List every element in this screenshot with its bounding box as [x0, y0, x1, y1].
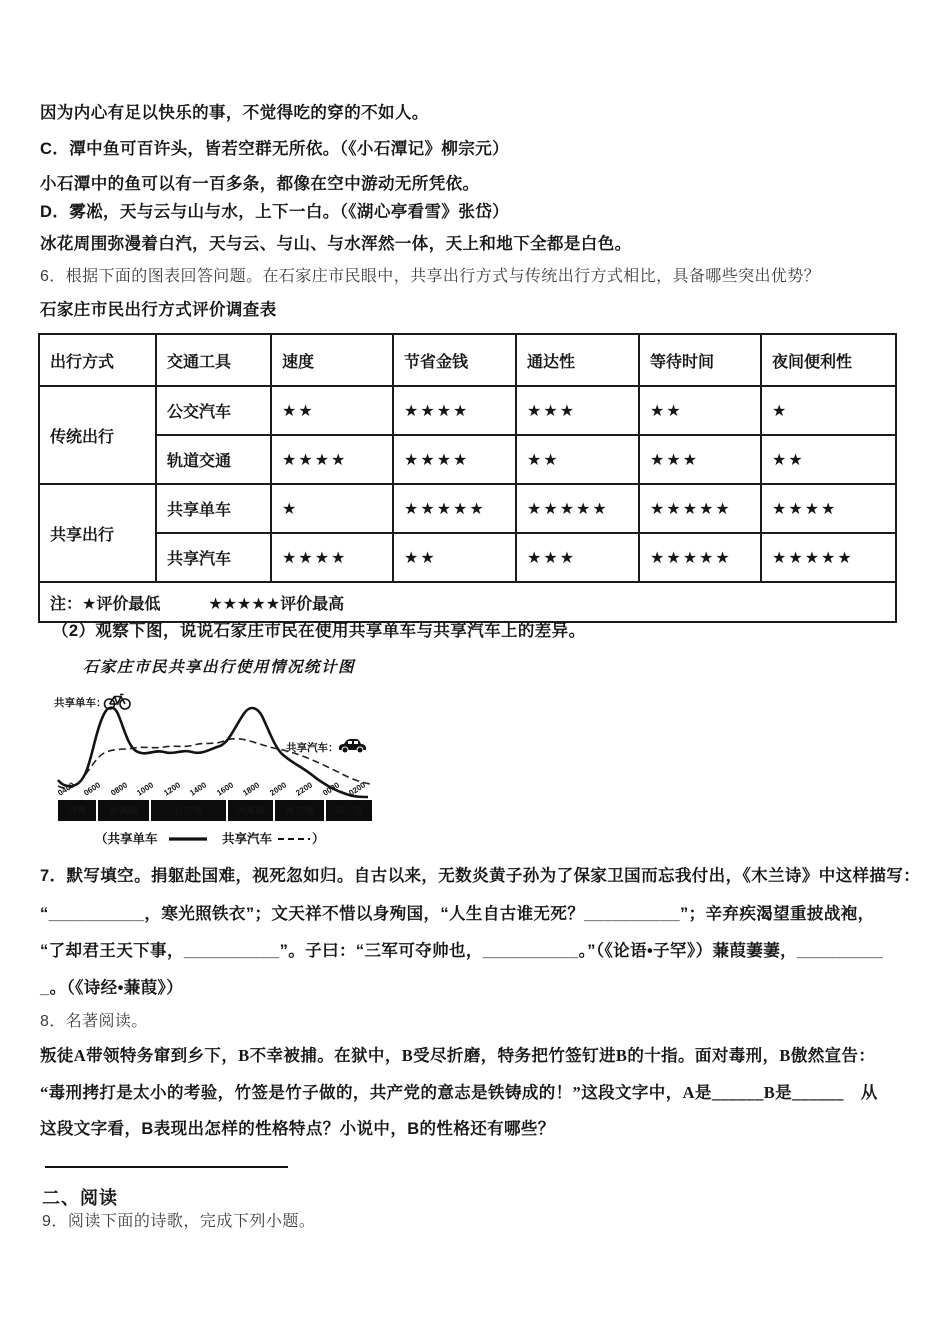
- x-tick: 0000: [321, 780, 342, 798]
- col-header-access: 通达性: [516, 334, 639, 386]
- rating-cell: ★★★★★: [639, 533, 761, 582]
- tool-cell: 共享汽车: [156, 533, 271, 582]
- rating-cell: ★★★★★: [639, 484, 761, 533]
- usage-chart: [52, 650, 392, 862]
- legend-car-label: 共享汽车: [222, 832, 273, 846]
- chart-title: 石家庄市民共享出行使用情况统计图: [83, 659, 356, 676]
- rating-cell: ★★: [271, 386, 393, 435]
- rating-cell: ★★★: [516, 386, 639, 435]
- col-header-night: 夜间便利性: [761, 334, 896, 386]
- rating-cell: ★★: [393, 533, 516, 582]
- group-cell-shared: 共享出行: [39, 484, 156, 582]
- question6-sub2: （2）观察下图，说说石家庄市民在使用共享单车与共享汽车上的差异。: [52, 622, 586, 640]
- question8-line2: “毒刑拷打是太小的考验，竹签是竹子做的，共产党的意志是铁铸成的！”这段文字中，A是______B是______ 从: [40, 1083, 878, 1102]
- rating-cell: ★★★: [516, 533, 639, 582]
- question7-line2: “__________，寒光照铁衣”；文天祥不惜以身殉国，“人生自古谁无死？__________”；辛弃疾渴望重披战袍，: [40, 905, 875, 923]
- period-label: 早高峰: [109, 806, 138, 817]
- table-note-row: [39, 582, 896, 622]
- table-row-shared-bike: [39, 484, 896, 533]
- car-series-label: 共享汽车：: [286, 742, 339, 754]
- col-header-wait: 等待时间: [639, 334, 761, 386]
- bike-series-label: 共享单车：: [54, 697, 107, 709]
- x-tick: 0800: [109, 780, 130, 798]
- text-line-translation-b: 因为内心有足以快乐的事，不觉得吃的穿的不如人。: [40, 104, 429, 122]
- period-label: 深 夜: [334, 806, 364, 817]
- rating-cell: ★★★★: [271, 435, 393, 484]
- text-line-option-c: C．潭中鱼可百许头，皆若空群无所依。（《小石潭记》柳宗元）: [40, 140, 510, 158]
- section2-heading: 二、阅读: [42, 1188, 118, 1208]
- rating-cell: ★★: [639, 386, 761, 435]
- rating-cell: ★★: [761, 435, 896, 484]
- question8-line3: 这段文字看，B表现出怎样的性格特点？小说中，B的性格还有哪些？: [40, 1120, 555, 1138]
- x-tick: 1000: [135, 780, 156, 798]
- question7-line3: “了却君王天下事，__________”。子曰：“三军可夺帅也，__________。”（《论语•子罕》）蒹葭萋萋，_________: [40, 942, 884, 960]
- x-tick: 0200: [347, 780, 368, 798]
- col-header-tool: 交通工具: [156, 334, 271, 386]
- period-label: 晚交通: [285, 806, 314, 817]
- rating-cell: ★★★★: [393, 386, 516, 435]
- x-tick: 0400: [56, 780, 77, 798]
- tool-cell: 轨道交通: [156, 435, 271, 484]
- text-line-translation-c: 小石潭中的鱼可以有一百多条，都像在空中游动无所凭依。: [40, 175, 480, 193]
- rating-cell: ★★★: [639, 435, 761, 484]
- answer-blank-line: [45, 1166, 288, 1168]
- rating-note: 注：★评价最低 ★★★★★评价最高: [39, 582, 896, 622]
- period-label: 日交通: [174, 806, 203, 817]
- period-label: 清晨: [67, 806, 87, 817]
- question6-prompt: 6．根据下面的图表回答问题。在石家庄市民眼中，共享出行方式与传统出行方式相比，具备哪些突出优势？: [40, 268, 821, 285]
- text-line-translation-d: 冰花周围弥漫着白汽，天与云、与山、与水浑然一体，天上和地下全都是白色。: [40, 235, 632, 253]
- chart-legend: [95, 831, 325, 846]
- rating-cell: ★: [761, 386, 896, 435]
- rating-cell: ★★★★: [271, 533, 393, 582]
- x-tick: 1400: [188, 780, 209, 798]
- survey-table-title: 石家庄市民出行方式评价调查表: [40, 301, 277, 319]
- rating-cell: ★★★★★: [516, 484, 639, 533]
- rating-cell: ★★★★★: [393, 484, 516, 533]
- legend-bike-label: （共享单车: [95, 832, 158, 846]
- question8-heading: 8．名著阅读。: [40, 1013, 148, 1030]
- legend-close-paren: ）: [312, 832, 325, 846]
- period-label: 晚高峰: [236, 806, 265, 817]
- rating-cell: ★★★★: [761, 484, 896, 533]
- x-tick: 1600: [215, 780, 236, 798]
- x-tick: 2000: [268, 780, 289, 798]
- rating-cell: ★★★★★: [761, 533, 896, 582]
- rating-cell: ★★: [516, 435, 639, 484]
- table-row-rail: [39, 435, 896, 484]
- bicycle-icon: [105, 695, 131, 710]
- table-row-shared-car: [39, 533, 896, 582]
- table-header-row: [39, 334, 896, 386]
- col-header-speed: 速度: [271, 334, 393, 386]
- group-cell-traditional: 传统出行: [39, 386, 156, 484]
- x-tick: 2200: [294, 780, 315, 798]
- rating-cell: ★★★★: [393, 435, 516, 484]
- x-tick: 1200: [162, 780, 183, 798]
- x-tick: 1800: [241, 780, 262, 798]
- rating-cell: ★: [271, 484, 393, 533]
- question7-line1: 7．默写填空。捐躯赴国难，视死忽如归。自古以来，无数炎黄子孙为了保家卫国而忘我付出，《木兰诗》中这样描写：: [40, 867, 921, 885]
- text-line-option-d: D．雾凇，天与云与山与水，上下一白。（《湖心亭看雪》张岱）: [40, 203, 510, 221]
- question9-prompt: 9．阅读下面的诗歌，完成下列小题。: [42, 1213, 316, 1230]
- x-tick: 0600: [82, 780, 103, 798]
- tool-cell: 公交汽车: [156, 386, 271, 435]
- question7-line4: _。（《诗经•蒹葭》）: [40, 979, 184, 997]
- car-icon: [339, 739, 366, 753]
- col-header-mode: 出行方式: [39, 334, 156, 386]
- tool-cell: 共享单车: [156, 484, 271, 533]
- survey-table: [38, 333, 897, 623]
- question8-line1: 叛徒A带领特务窜到乡下，B不幸被捕。在狱中，B受尽折磨，特务把竹签钉进B的十指。面对毒刑，B傲然宣告：: [40, 1046, 876, 1065]
- table-row-bus: [39, 386, 896, 435]
- col-header-money: 节省金钱: [393, 334, 516, 386]
- time-period-band: [58, 800, 372, 821]
